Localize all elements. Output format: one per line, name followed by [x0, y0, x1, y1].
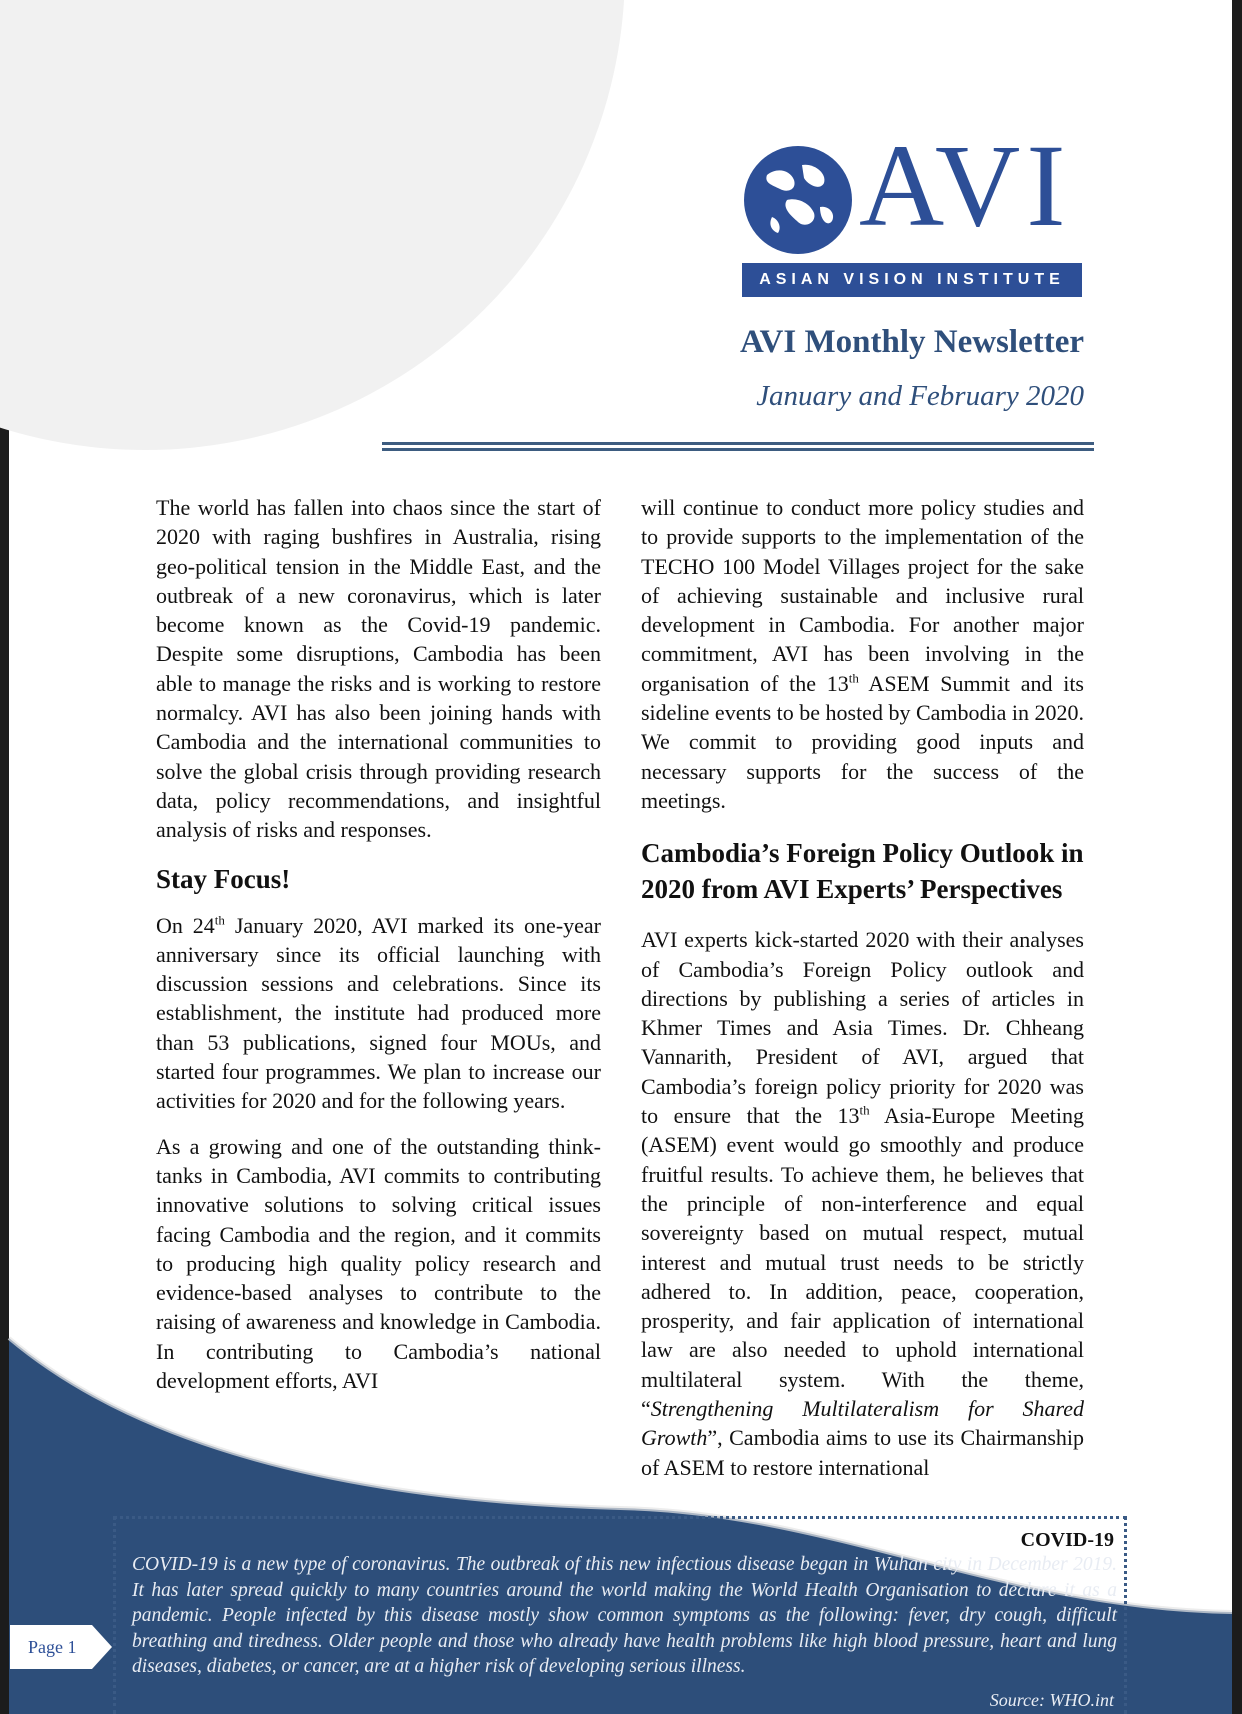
- page-number: Page 1: [28, 1637, 77, 1657]
- anniversary-paragraph: On 24th January 2020, AVI marked its one-year anniversary since its official launching with discussion sessions and celebrations. Since its establishment, the institute had produced more than 53 publications, signed four MOUs, and started four programmes. We plan to increase our activities for 2020 and for the following years.: [156, 912, 602, 1114]
- logo-wordmark: AVI: [859, 120, 1072, 251]
- foreign-policy-heading: Cambodia’s Foreign Policy Outlook in 2020 from AVI Experts’ Perspectives: [641, 838, 1084, 905]
- avi-logo: [742, 120, 1082, 297]
- logo-subtitle: ASIAN VISION INSTITUTE: [742, 263, 1082, 297]
- right-column: [641, 493, 1084, 1498]
- intro-paragraph: The world has fallen into chaos since the start of 2020 with raging bushfires in Australia, rising geo-political tension in the Middle East, and the outbreak of a new coronavirus, which is later become known as the Covid-19 pandemic. Despite some disruptions, Cambodia has been able to manage the risks and is working to restore normalcy. AVI has also been joining hands with Cambodia and the international communities to solve the global crisis through providing research data, policy recommendations, and insightful analysis of risks and responses.: [156, 495, 601, 843]
- foreign-policy-paragraph: AVI experts kick-started 2020 with their analyses of Cambodia’s Foreign Policy outlook and directions by publishing a series of articles in Khmer Times and Asia Times. Dr. Chheang Vannarith, President of AVI, argued that Cambodia’s foreign policy priority for 2020 was to ensure that the 13th Asia-Europe Meeting (ASEM) event would go smoothly and produce fruitful results. To achieve them, he believes that the principle of non-interference and equal sovereignty based on mutual respect, mutual interest and mutual trust needs to be strictly adhered to. In addition, peace, cooperation, prosperity, and fair application of international law are also needed to uphold international multilateral system. With the theme, “Strengthening Multilateralism for Shared Growth”, Cambodia aims to use its Chairmanship of ASEM to restore international: [641, 927, 1084, 1480]
- globe-icon: [742, 145, 854, 255]
- newsletter-title: AVI Monthly Newsletter: [739, 324, 1084, 360]
- stay-focus-heading: Stay Focus!: [156, 863, 291, 894]
- continuation-paragraph: will continue to conduct more policy studies and to provide supports to the implementation of the TECHO 100 Model Villages project for the sake of achieving sustainable and inclusive rural development in Cambodia. For another major commitment, AVI has been involving in the organisation of the 13th ASEM Summit and its sideline events to be hosted by Cambodia in 2020. We commit to providing good inputs and necessary supports for the success of the meetings.: [641, 495, 1084, 813]
- covid-box-text: COVID-19 is a new type of coronavirus. The outbreak of this new infectious disease began in Wuhan city in December 2019. It has later spread quickly to many countries around the world making the World Health Organisation to declare it as a pandemic. People infected by this disease mostly show common symptoms as the following: fever, dry cough, difficult breathing and tiredness. Older people and those who already have health problems like high blood pressure, heart and lung diseases, diabetes, or cancer, are at a higher risk of developing serious illness.: [132, 1554, 1117, 1677]
- covid-info-box: [113, 1516, 1127, 1714]
- covid-box-source: Source: WHO.int: [989, 1690, 1114, 1710]
- header-rule: [382, 442, 1094, 445]
- covid-box-title: COVID-19: [1020, 1529, 1114, 1551]
- think-tank-paragraph: As a growing and one of the outstanding think-tanks in Cambodia, AVI commits to contributing innovative solutions to solving critical issues facing Cambodia and the region, and it commits to producing high quality policy research and evidence-based analyses to contribute to the raising of awareness and knowledge in Cambodia. In contributing to Cambodia’s national development efforts, AVI: [156, 1133, 601, 1394]
- header-rule-second: [382, 448, 1094, 451]
- grey-circle-decoration: [0, 0, 625, 450]
- left-column: [156, 493, 601, 1411]
- page-number-tag: [10, 1625, 112, 1669]
- newsletter-date: January and February 2020: [756, 380, 1084, 412]
